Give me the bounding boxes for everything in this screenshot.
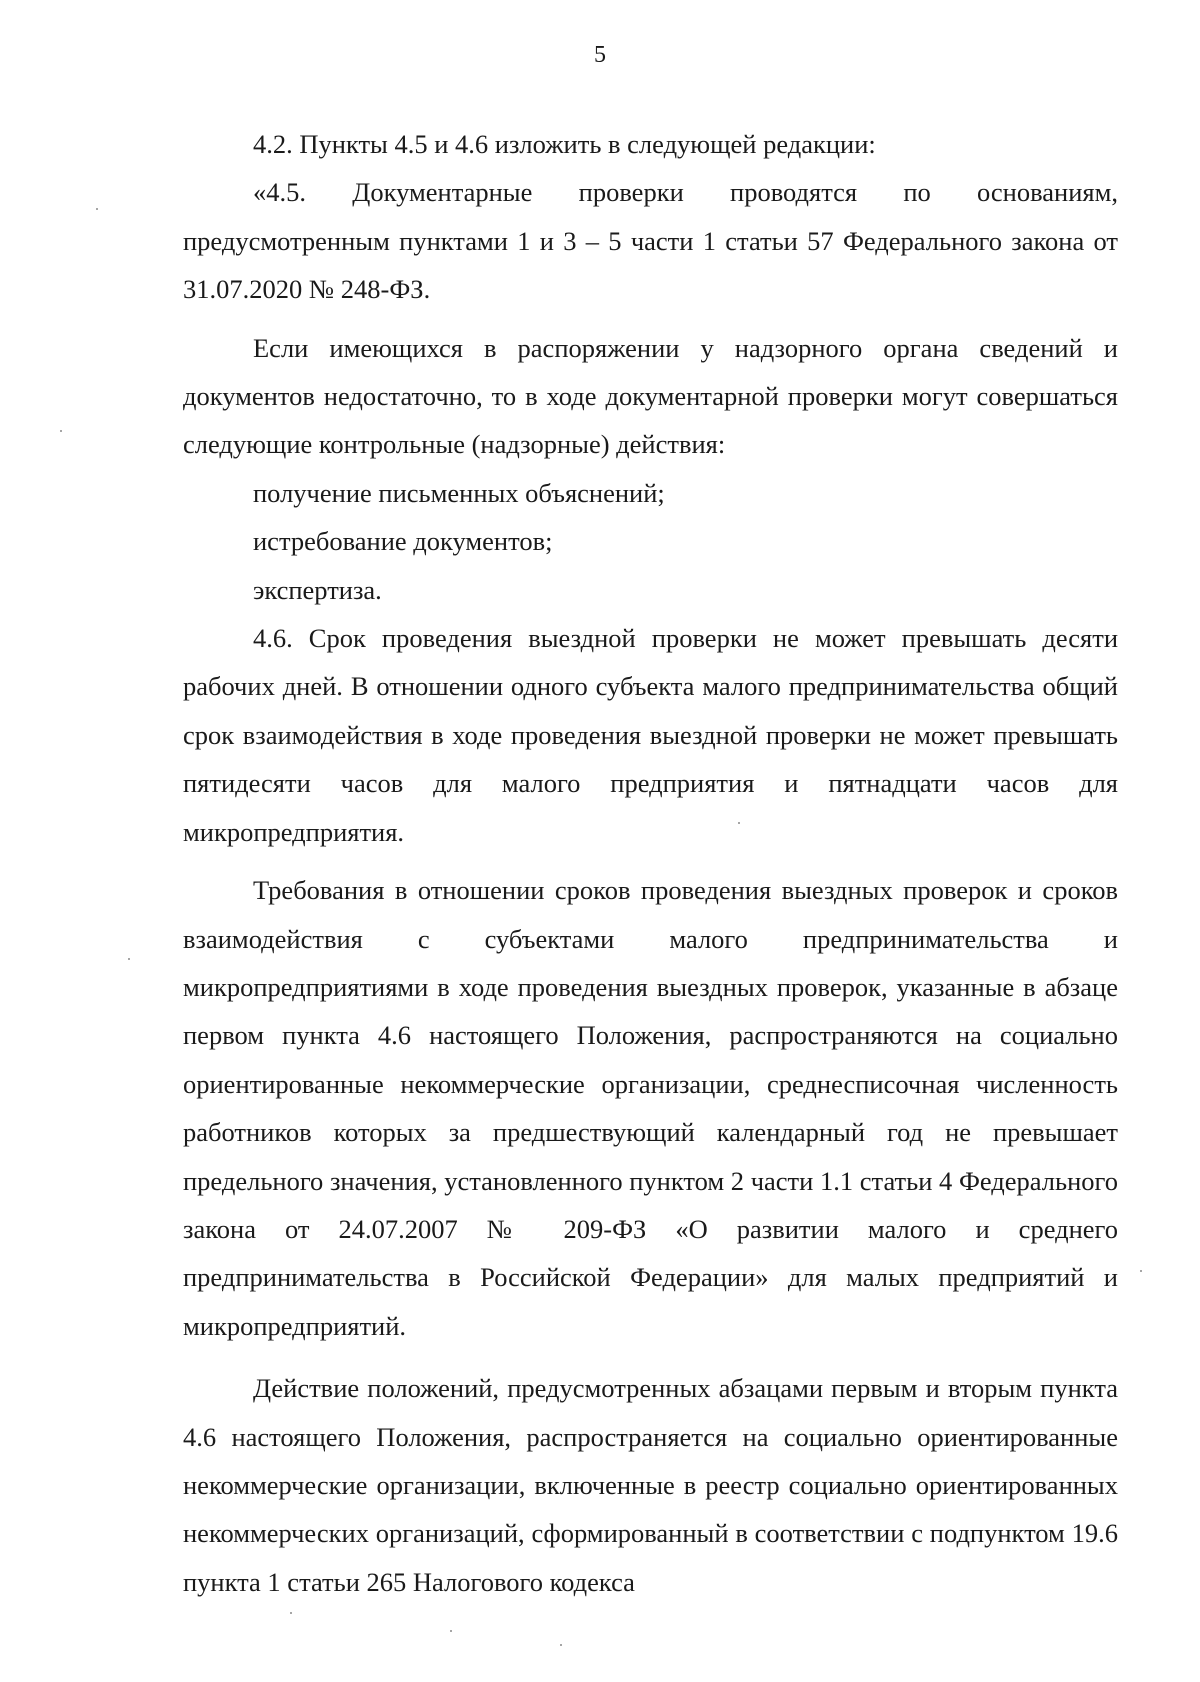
paragraph-requirements-nko: Требования в отношении сроков проведения выездных проверок и сроков взаимодействия с субъектами малого предпринимательства и микропредприятиями в ходе проведения выездных проверок, указанные в абзаце первом пункта 4.6 настоящего Положения, распространяются на социально ориентированные некоммерческие организации, среднесписочная численность работников которых за предшествующий календарный год не превышает предельного значения, установленного пунктом 2 части 1.1 статьи 4 Федерального закона от 24.07.2007 № 209-ФЗ «О развитии малого и среднего предпринимательства в Российской Федерации» для малых предприятий и микропредприятий. — [183, 875, 1118, 1341]
scan-speck — [738, 822, 740, 824]
paragraph-4-5: «4.5. Документарные проверки проводятся по основаниям, предусмотренным пунктами 1 и 3 – 5 части 1 статьи 57 Федерального закона от 31.07.2020 № 248-ФЗ. — [183, 177, 1118, 305]
page-number: 5 — [594, 42, 606, 68]
scan-speck — [60, 430, 62, 432]
list-item-written-explanations: получение письменных объяснений; — [253, 477, 665, 508]
document-body — [183, 120, 1118, 1606]
list-item-document-request: истребование документов; — [253, 526, 553, 557]
paragraph-amendment-intro: 4.2. Пункты 4.5 и 4.6 изложить в следующей редакции: — [253, 129, 876, 159]
paragraph-provisions-effect: Действие положений, предусмотренных абзацами первым и вторым пункта 4.6 настоящего Положения, распространяется на социально ориентированные некоммерческие организации, включенные в реестр социально ориентированных некоммерческих организаций, сформированный в соответствии с подпунктом 19.6 пункта 1 статьи 265 Налогового кодекса — [183, 1373, 1118, 1597]
paragraph-4-6: 4.6. Срок проведения выездной проверки не может превышать десяти рабочих дней. В отношении одного субъекта малого предпринимательства общий срок взаимодействия в ходе проведения выездной проверки не может превышать пятидесяти часов для малого предприятия и пятнадцати часов для микропредприятия. — [183, 623, 1118, 847]
scan-speck — [128, 958, 130, 960]
scan-speck — [450, 1630, 452, 1632]
scan-speck — [290, 1612, 292, 1614]
scan-speck — [1140, 1270, 1142, 1272]
list-item-expertise: экспертиза. — [253, 574, 382, 605]
scan-speck — [96, 208, 98, 210]
scan-speck — [560, 1644, 562, 1646]
paragraph-insufficient-info: Если имеющихся в распоряжении у надзорного органа сведений и документов недостаточно, то в ходе документарной проверки могут совершаться следующие контрольные (надзорные) действия: — [183, 332, 1118, 460]
